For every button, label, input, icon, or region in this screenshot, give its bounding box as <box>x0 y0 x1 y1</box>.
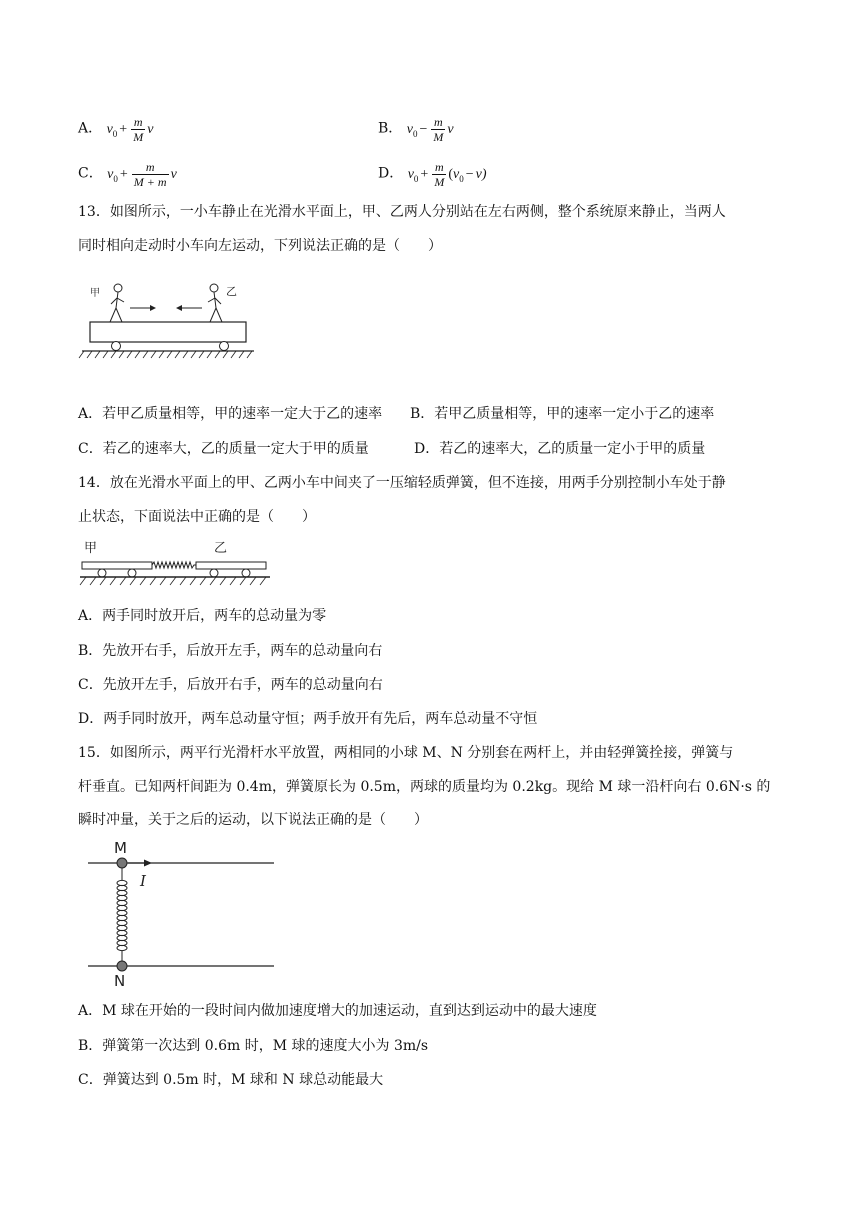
q14-option-c: C．先放开左手，后放开右手，两车的总动量向右 <box>78 677 383 693</box>
q13-option-b: B．若甲乙质量相等，甲的速率一定小于乙的速率 <box>410 406 715 422</box>
q15-fig-label-n: N <box>114 972 126 988</box>
q14-fig-label-jia: 甲 <box>84 541 98 556</box>
q13-option-a: A．若甲乙质量相等，甲的速率一定大于乙的速率 <box>78 406 383 422</box>
q14-option-d: D．两手同时放开，两车总动量守恒；两手放开有先后，两车总动量不守恒 <box>78 711 538 727</box>
q13-option-c: C．若乙的速率大，乙的质量一定大于甲的质量 <box>78 441 369 457</box>
q12-option-c: C． $v_0$ + $\frac{m}{M + m}$ v <box>78 160 177 189</box>
q14-option-b: B．先放开右手，后放开左手，两车的总动量向右 <box>78 643 383 659</box>
q15-option-b: B．弹簧第一次达到 0.6m 时，M 球的速度大小为 3m/s <box>78 1038 429 1054</box>
q13-fig-label-jia: 甲 <box>90 288 100 299</box>
q15-option-a: A．M 球在开始的一段时间内做加速度增大的加速运动，直到达到运动中的最大速度 <box>78 1003 597 1019</box>
q12-option-a: A． $v_0$ + $\frac{m}{M}$ v <box>78 115 154 144</box>
q15-option-c: C．弹簧达到 0.5m 时，M 球和 N 球总动能最大 <box>78 1072 384 1088</box>
q14-fig-label-yi: 乙 <box>214 541 228 556</box>
q13-stem-line2: 同时相向走动时小车向左运动，下列说法正确的是（ ） <box>78 238 442 254</box>
q13-option-d: D．若乙的速率大，乙的质量一定小于甲的质量 <box>414 441 706 457</box>
q14-stem-line2: 止状态，下面说法中正确的是（ ） <box>78 509 316 525</box>
q15-stem-line1: 15．如图所示，两平行光滑杆水平放置，两相同的小球 M、N 分别套在两杆上，并由轻弹簧拴接，弹簧与 <box>78 745 734 761</box>
q15-stem-line2: 杆垂直。已知两杆间距为 0.4m，弹簧原长为 0.5m，两球的质量均为 0.2kg。现给 M 球一沿杆向右 0.6N·s 的 <box>78 779 771 795</box>
q15-figure-rods-spring <box>84 836 278 988</box>
q14-figure-carts-spring <box>78 538 272 594</box>
q12-option-b: B． $v_0$ − $\frac{m}{M}$ v <box>378 115 454 144</box>
q15-stem-line3: 瞬时冲量，关于之后的运动，以下说法正确的是（ ） <box>78 812 428 828</box>
q13-figure-cart <box>78 278 263 362</box>
q14-option-a: A．两手同时放开后，两车的总动量为零 <box>78 608 327 624</box>
q13-fig-label-yi: 乙 <box>226 285 237 298</box>
q15-fig-label-m: M <box>114 839 127 857</box>
q15-fig-label-impulse: I <box>140 872 146 890</box>
q14-stem-line1: 14．放在光滑水平面上的甲、乙两小车中间夹了一压缩轻质弹簧，但不连接，用两手分别控制小车处于静 <box>78 475 726 491</box>
q13-stem-line1: 13．如图所示，一小车静止在光滑水平面上，甲、乙两人分别站在左右两侧，整个系统原来静止，当两人 <box>78 204 726 220</box>
q12-option-d: D． $v_0$ + $\frac{m}{M}$ $(v_0 - v)$ <box>378 160 487 189</box>
